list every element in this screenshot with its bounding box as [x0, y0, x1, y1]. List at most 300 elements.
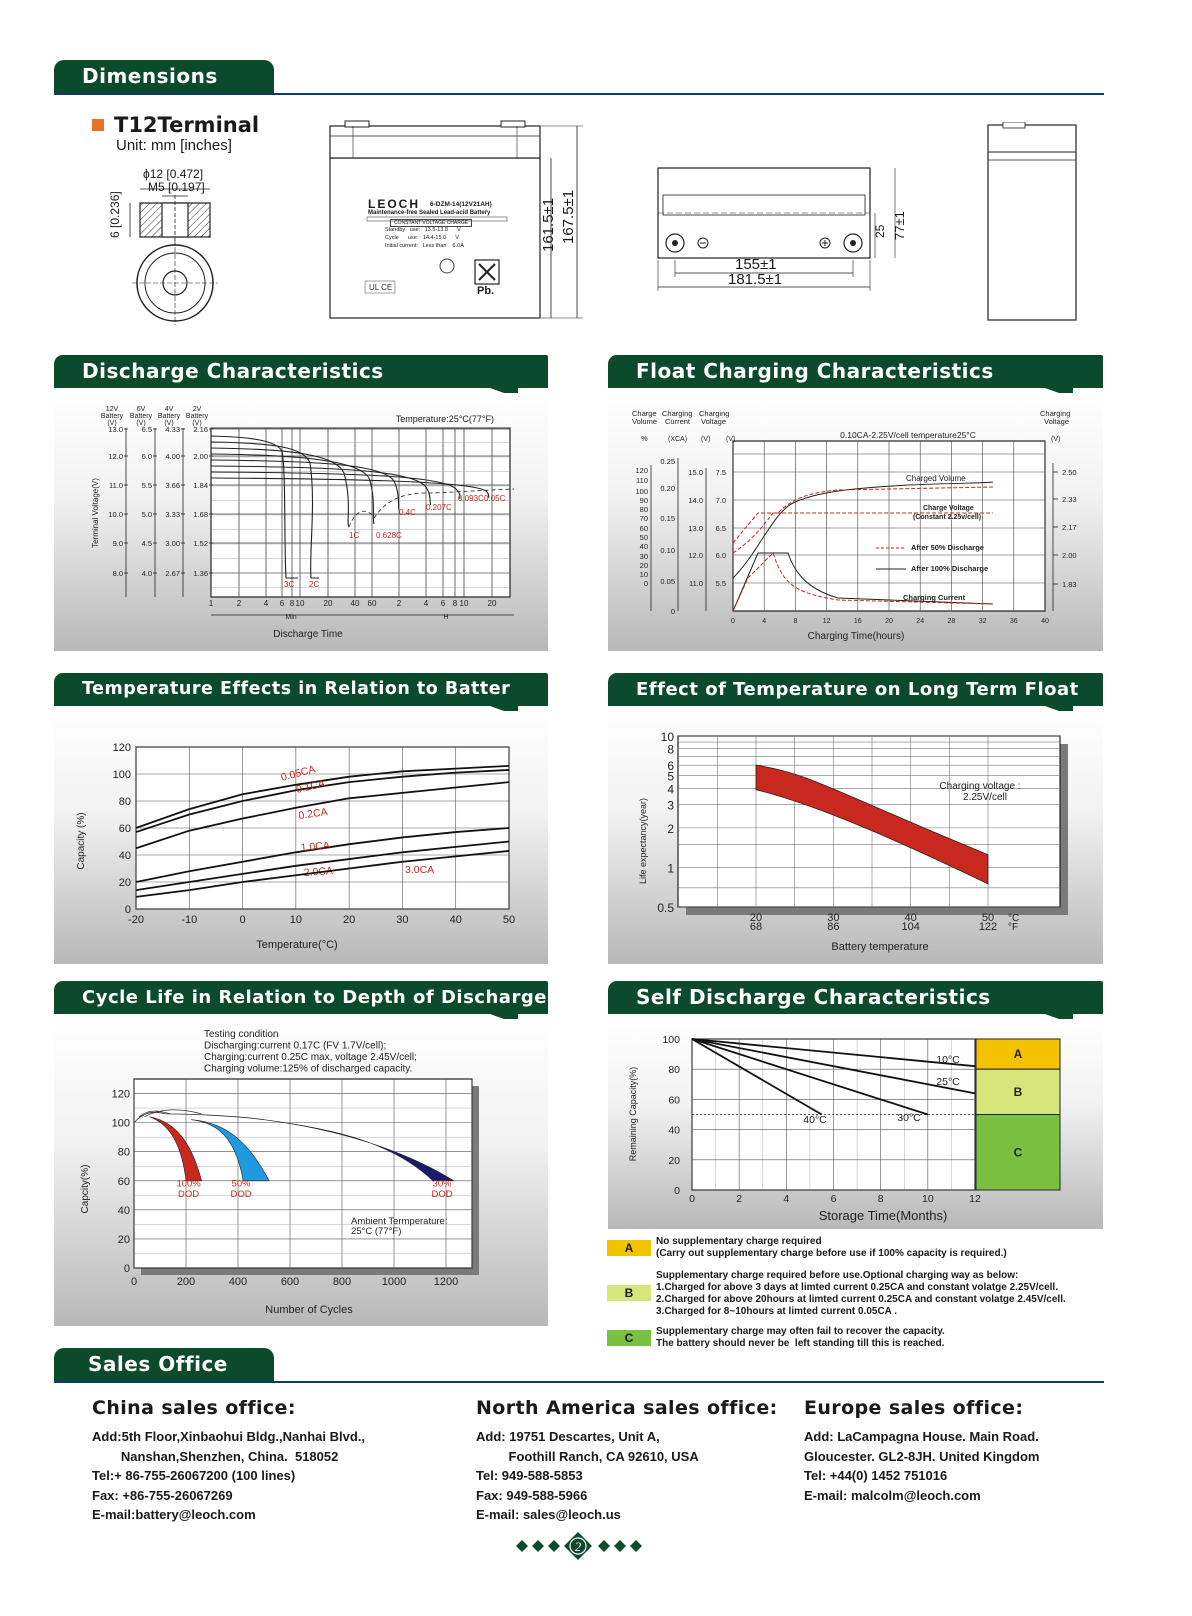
float-current-tick: 0.25 [660, 457, 675, 466]
tc-series-label: 1.0CA [300, 839, 331, 854]
discharge-plot-area [211, 428, 510, 597]
float-voltage-tick: 7.0 [715, 496, 726, 505]
fl-x-tick-c: 50 [981, 912, 995, 924]
discharge-x-tick: 2 [396, 599, 402, 608]
tc-x-tick: 50 [502, 914, 516, 926]
fl-unit-f: °F [1008, 922, 1019, 933]
discharge-series-label: 2C [309, 580, 320, 589]
cl-x-tick: 1200 [433, 1276, 459, 1288]
float-chart [608, 393, 1103, 651]
fl-y-tick: 2 [667, 821, 674, 836]
office-na-line: Tel: 949-588-5853 [476, 1468, 583, 1483]
discharge-tick-label: 8.0 [112, 569, 123, 578]
fl-annotation: Charging voltage : [939, 781, 1021, 792]
office-china-line: Tel:+ 86-755-26067200 (100 lines) [92, 1468, 296, 1483]
float-x-tick: 16 [853, 618, 862, 625]
office-china-line: Nanshan,Shenzhen, China. 518052 [92, 1448, 339, 1464]
discharge-unit-h: H [443, 614, 449, 621]
tc-series-label: 2.0CA [303, 864, 334, 879]
discharge-axis-header: Battery [129, 413, 153, 420]
float-header-current: Charging [662, 409, 693, 418]
float-label-current: Charging Current [903, 593, 966, 602]
float-header-right: Charging [1040, 409, 1071, 418]
float-voltage-tick: 7.5 [715, 468, 726, 477]
note-c-badge: C [607, 1330, 651, 1346]
self-discharge-header: Self Discharge Characteristics [608, 981, 1103, 1014]
discharge-axis-header: 12V [105, 406, 119, 413]
discharge-tick-label: 6.5 [141, 425, 152, 434]
page-number: 2 [574, 1539, 582, 1554]
cl-y-tick: 0 [123, 1263, 130, 1275]
discharge-header: Discharge Characteristics [54, 355, 548, 388]
fl-xlabel: Battery temperature [831, 941, 929, 953]
cl-xlabel: Number of Cycles [265, 1304, 353, 1316]
cl-x-tick: 600 [280, 1276, 300, 1288]
tc-x-tick: -20 [128, 914, 144, 926]
fl-y-tick: 4 [667, 782, 674, 797]
discharge-panel [54, 393, 548, 651]
discharge-tick-label: 12.0 [108, 452, 123, 461]
sd-y-tick: 60 [668, 1094, 680, 1107]
discharge-tick-label: 13.0 [108, 425, 123, 434]
discharge-chart [54, 393, 548, 651]
terminal-height-label: 6 [0.236] [108, 191, 122, 238]
office-china [92, 1397, 365, 1525]
sd-zone-label: A [1013, 1047, 1023, 1062]
cl-y-tick: 100 [111, 1117, 130, 1130]
cl-testing-condition: Charging:current 0.25C max, voltage 2.45V/cell; [204, 1052, 417, 1063]
discharge-tick-label: 10.0 [108, 510, 123, 519]
note-b-badge: B [607, 1285, 651, 1301]
discharge-series-label: 0.628C [376, 531, 402, 540]
discharge-tick-label: 1.68 [193, 510, 208, 519]
fl-y-tick: 10 [660, 730, 674, 744]
discharge-x-tick: 8 [452, 599, 458, 608]
discharge-x-tick: 20 [487, 599, 497, 608]
float-volume-tick: 50 [639, 533, 648, 542]
discharge-axis-header: (V) [107, 420, 117, 427]
sd-y-tick: 40 [668, 1124, 680, 1137]
cl-annotation: Ambient Termperature: [351, 1216, 448, 1227]
float-x-tick: 0 [731, 618, 735, 625]
cl-x-tick: 400 [228, 1276, 248, 1288]
cl-x-tick: 200 [176, 1276, 196, 1288]
fl-y-tick: 0.5 [657, 901, 674, 915]
discharge-series-label: 0.093C [458, 494, 484, 503]
diamond-icon [516, 1540, 528, 1552]
float-life-panel [608, 711, 1103, 964]
cl-x-tick: 0 [130, 1276, 138, 1288]
tc-y-tick: 80 [118, 796, 131, 808]
cl-y-tick: 120 [111, 1088, 130, 1101]
tc-x-tick: 10 [289, 914, 302, 926]
float-label-volume: Charged Volume [906, 474, 966, 483]
sales-rule [54, 1381, 1104, 1383]
discharge-x-tick: 10 [459, 599, 469, 608]
discharge-tick-label: 3.66 [165, 481, 180, 490]
tc-x-tick: 40 [449, 914, 462, 926]
discharge-tick-label: 2.00 [193, 452, 208, 461]
discharge-unit-min: Min [285, 614, 297, 621]
cl-annotation: 25°C (77°F) [351, 1226, 402, 1237]
cl-dod-label: DOD [431, 1188, 453, 1200]
discharge-tick-label: 4.00 [165, 452, 180, 461]
float-header-voltage: (V) [726, 436, 736, 443]
cl-y-tick: 60 [117, 1175, 130, 1188]
float-header-voltage: Voltage [701, 417, 727, 426]
float-volume-tick: 100 [635, 487, 648, 496]
float-legend-100: After 100% Discharge [911, 564, 989, 573]
note-a-text: No supplementary charge required (Carry out supplementary charge before use if 100% capacity is required.) [656, 1236, 1007, 1259]
office-na-line: Fax: 949-588-5966 [476, 1487, 588, 1503]
tc-y-tick: 100 [112, 769, 131, 781]
note-b-text: Supplementary charge required before use.Optional charging way as below: 1.Charged for above 3 days at limted current 0.25CA and constant volatge 2.25V/cell. 2.Charged for above 20hours at limted current 0.25CA and constant volatge 2.45V/cell. 3.Charged for 8~10hours at limted current 0.05CA . [656, 1270, 1066, 1317]
discharge-axis-header: 2V [192, 406, 202, 413]
label-row-1: Standby use: 13.5-13.8 V [385, 227, 461, 233]
tc-y-tick: 40 [118, 850, 131, 862]
float-volume-tick: 60 [639, 524, 648, 533]
discharge-series-label: 0.207C [426, 503, 452, 512]
float-x-tick: 40 [1041, 618, 1049, 625]
tc-series-label: 0.05CA [279, 763, 317, 784]
discharge-tick-label: 4.33 [165, 425, 180, 434]
fl-x-tick-f: 104 [901, 921, 920, 933]
temp-capacity-header: Temperature Effects in Relation to Batter [54, 673, 548, 706]
sd-zone-label: C [1013, 1145, 1023, 1160]
float-panel [608, 393, 1103, 651]
float-current-tick: 0.05 [660, 577, 675, 586]
float-volume-tick: 40 [639, 542, 648, 551]
office-china-title: China sales office: [92, 1397, 296, 1419]
fl-x-tick-f: 86 [827, 921, 840, 933]
office-na-line: Add: 19751 Descartes, Unit A, [476, 1429, 660, 1444]
label-row-3: Initial current: Less than 6.0A [385, 243, 464, 249]
office-na-title: North America sales office: [476, 1397, 778, 1419]
float-current-tick: 0.10 [660, 546, 675, 555]
cl-dod-label: DOD [230, 1188, 252, 1200]
float-x-tick: 12 [822, 618, 831, 625]
discharge-tick-label: 3.00 [165, 539, 180, 548]
tc-ylabel: Capacity (%) [76, 812, 87, 870]
cl-testing-condition: Testing condition [204, 1029, 279, 1040]
discharge-x-tick: 20 [323, 599, 333, 608]
fl-y-tick: 8 [667, 742, 674, 757]
float-volume-tick: 0 [643, 579, 648, 588]
diamond-icon [614, 1540, 626, 1552]
discharge-x-tick: 4 [263, 599, 269, 608]
float-voltage2-tick: 12.0 [688, 551, 703, 560]
float-voltage2-tick: 15.0 [688, 468, 703, 477]
float-header-volume: Volume [632, 417, 658, 426]
float-x-tick: 24 [916, 618, 925, 625]
tc-x-tick: 0 [239, 914, 246, 926]
fl-y-tick: 1 [667, 861, 674, 876]
tc-x-tick: -10 [181, 914, 198, 926]
float-life-header: Effect of Temperature on Long Term Float [608, 673, 1103, 706]
label-model: 6-DZM-14(12V21AH) [430, 201, 492, 208]
diamond-icon [548, 1540, 560, 1552]
float-right-label: 2.17 [1062, 523, 1077, 532]
tc-x-tick: 30 [396, 914, 409, 926]
discharge-ylabel: Terminal Voltage(V) [91, 478, 100, 548]
discharge-x-tick: 6 [440, 599, 446, 608]
float-right-label: 2.33 [1062, 495, 1077, 504]
dimensions-header: Dimensions [54, 60, 274, 93]
tc-y-tick: 60 [118, 823, 131, 835]
float-voltage-tick: 6.0 [715, 551, 726, 560]
sales-header: Sales Office [54, 1348, 274, 1381]
discharge-x-tick: 60 [367, 599, 377, 608]
discharge-axis-header: (V) [164, 420, 174, 427]
self-discharge-chart [608, 1019, 1103, 1229]
discharge-axis-header: Battery [100, 413, 124, 420]
discharge-axis-header: (V) [136, 420, 146, 427]
fl-x-tick-c: 30 [827, 912, 840, 924]
terminal-title: T12Terminal [114, 113, 260, 137]
office-europe-email[interactable]: E-mail: malcolm@leoch.com [804, 1487, 981, 1503]
sd-series-label: 25°C [936, 1076, 960, 1088]
sd-series-label: 10°C [936, 1054, 960, 1066]
float-volume-tick: 70 [639, 514, 648, 523]
float-voltage-tick: 5.5 [715, 579, 726, 588]
tc-series-label: 0.2CA [297, 806, 329, 822]
fl-y-tick: 6 [667, 759, 674, 774]
diamond-icon [532, 1540, 544, 1552]
side-a-label: 25 [873, 224, 887, 238]
float-x-tick: 32 [978, 618, 987, 625]
discharge-axis-header: 4V [164, 406, 174, 413]
float-voltage2-tick: 14.0 [688, 496, 703, 505]
discharge-x-tick: 10 [295, 599, 305, 608]
diamond-icon [630, 1540, 642, 1552]
discharge-tick-label: 9.0 [112, 539, 123, 548]
bullet-icon [92, 119, 104, 131]
float-x-tick: 20 [885, 618, 893, 625]
label-brand: LEOCH [368, 197, 420, 211]
discharge-x-tick: 4 [423, 599, 429, 608]
office-na-email[interactable]: E-mail: sales@leoch.us [476, 1507, 621, 1522]
discharge-series-label: 3C [284, 580, 295, 589]
float-header-volume: Charge [632, 409, 657, 418]
cl-testing-condition: Discharging:current 0.17C (FV 1.7V/cell); [204, 1040, 387, 1052]
note-a-badge: A [607, 1240, 651, 1256]
sd-xlabel: Storage Time(Months) [818, 1208, 948, 1223]
float-x-tick: 4 [762, 618, 767, 625]
note-c-text: Supplementary charge may often fail to recover the capacity. The battery should never be left standing till this is reached. [656, 1326, 945, 1349]
cl-dod-label: 100% [176, 1178, 201, 1190]
tc-y-tick: 0 [124, 904, 131, 916]
temp-capacity-panel [54, 711, 548, 964]
discharge-x-tick: 40 [350, 599, 360, 608]
discharge-tick-label: 11.0 [108, 481, 123, 490]
side-b-label: 77±1 [892, 211, 907, 240]
label-type: Maintenance-free Sealed Lead-acid Battery [368, 210, 491, 216]
svg-text:UL CE: UL CE [369, 283, 393, 292]
unit-label: Unit: mm [inches] [116, 137, 232, 154]
office-europe [804, 1397, 1039, 1505]
cl-x-tick: 800 [332, 1276, 352, 1288]
float-header-current: (XCA) [668, 436, 688, 443]
float-volume-tick: 30 [639, 552, 648, 561]
float-right-label: 2.00 [1062, 551, 1077, 560]
float-current-tick: 0 [670, 607, 675, 616]
terminal-thread-label: M5 [0.197] [148, 180, 205, 194]
discharge-tick-label: 4.5 [141, 539, 152, 548]
sd-x-tick: 12 [969, 1193, 981, 1205]
float-x-tick: 28 [947, 618, 956, 625]
float-xlabel: Charging Time(hours) [807, 631, 905, 642]
sd-x-tick: 2 [736, 1193, 743, 1205]
cycle-life-chart [54, 1019, 548, 1326]
discharge-x-tick: 8 [289, 599, 295, 608]
battery-side-drawing [985, 122, 1080, 322]
float-volume-tick: 10 [639, 570, 648, 579]
fl-ylabel: Life expectancy(year) [638, 797, 648, 885]
float-header-voltage: Charging [699, 409, 730, 418]
float-header-right: Voltage [1044, 417, 1070, 426]
discharge-title: Temperature:25°C(77°F) [395, 414, 494, 424]
discharge-x-tick: 2 [236, 599, 242, 608]
sd-y-tick: 80 [668, 1064, 680, 1077]
discharge-x-tick: 1 [208, 599, 214, 608]
float-header: Float Charging Characteristics [608, 355, 1103, 388]
float-header-right: (V) [1051, 436, 1061, 443]
discharge-tick-label: 1.36 [193, 569, 208, 578]
discharge-series-label: 1C [349, 531, 360, 540]
office-europe-line: Gloucester. GL2-8JH. United Kingdom [804, 1448, 1040, 1464]
office-north-america [476, 1397, 778, 1525]
fl-y-tick: 5 [667, 769, 674, 784]
float-title: 0.10CA-2.25V/cell temperature25°C [840, 430, 976, 440]
float-current-tick: 0.15 [660, 514, 675, 523]
temp-capacity-chart [54, 711, 548, 964]
float-volume-tick: 90 [639, 496, 648, 505]
cycle-life-header: Cycle Life in Relation to Depth of Discharge [54, 981, 548, 1014]
terminal-diameter-label: ϕ12 [0.472] [143, 167, 204, 181]
tc-series-label: 3.0CA [405, 864, 435, 876]
fl-x-tick-f: 68 [749, 921, 763, 933]
float-volume-tick: 120 [635, 466, 648, 475]
sd-series-label: 40°C [803, 1114, 827, 1126]
discharge-tick-label: 1.84 [193, 481, 208, 490]
discharge-axis-header: 6V [136, 406, 146, 413]
discharge-tick-label: 2.16 [193, 425, 208, 434]
height-1-label: 161.5±1 [540, 197, 557, 252]
fl-y-tick: 3 [667, 798, 674, 813]
discharge-tick-label: 1.52 [193, 539, 208, 548]
sd-x-tick: 6 [830, 1193, 837, 1205]
sd-zone-label: B [1013, 1084, 1023, 1099]
tc-xlabel: Temperature(°C) [256, 939, 338, 951]
office-na-line: Foothill Ranch, CA 92610, USA [476, 1448, 699, 1464]
page-footer [510, 1530, 650, 1566]
discharge-tick-label: 6.0 [141, 452, 152, 461]
cl-y-tick: 80 [117, 1146, 130, 1159]
tc-y-tick: 20 [118, 877, 131, 889]
sd-ylabel: Remaining Capacity(%) [628, 1066, 638, 1162]
float-legend-50: After 50% Discharge [911, 543, 984, 552]
length-1-label: 155±1 [735, 256, 777, 273]
tc-y-tick: 120 [112, 742, 131, 754]
diamond-icon [598, 1540, 610, 1552]
cycle-life-panel [54, 1019, 548, 1326]
fl-x-tick-c: 40 [904, 912, 917, 924]
cl-dod-label: 30% [432, 1178, 452, 1190]
sd-x-tick: 0 [689, 1193, 695, 1205]
tc-x-tick: 20 [343, 914, 356, 926]
float-voltage2-tick: 11.0 [688, 579, 703, 588]
fl-x-tick-c: 20 [749, 912, 763, 924]
discharge-axis-header: Battery [185, 413, 209, 420]
length-2-label: 181.5±1 [728, 271, 783, 288]
sd-y-tick: 100 [662, 1034, 680, 1046]
discharge-xlabel: Discharge Time [273, 629, 343, 640]
sd-x-tick: 8 [877, 1193, 884, 1205]
float-label-voltage: Charge Voltage [923, 505, 974, 512]
float-voltage-tick: 6.5 [715, 524, 726, 533]
discharge-axis-header: Battery [157, 413, 181, 420]
float-header-current: Current [665, 417, 691, 426]
float-label-voltage: (Constant 2.25v/cell) [913, 514, 982, 521]
float-right-label: 2.50 [1062, 468, 1077, 477]
fl-x-tick-f: 122 [978, 921, 998, 933]
float-volume-tick: 110 [636, 476, 648, 485]
label-row-2: Cycle use: 14.4-15.0 V [385, 235, 459, 241]
cl-ylabel: Capcity(%) [80, 1164, 91, 1214]
fl-unit-c: °C [1008, 913, 1020, 924]
self-discharge-panel [608, 1019, 1103, 1229]
label-cv: CONSTANT VOLTAGE CHARGE [390, 219, 472, 227]
label-pb: Pb. [477, 285, 495, 297]
office-europe-title: Europe sales office: [804, 1397, 1024, 1419]
sd-y-tick: 20 [668, 1154, 680, 1167]
float-volume-tick: 20 [639, 561, 648, 570]
discharge-series-label: 0.05C [484, 494, 506, 503]
discharge-tick-label: 4.0 [141, 569, 152, 578]
discharge-tick-label: 2.67 [165, 569, 180, 578]
office-china-line: Fax: +86-755-26067269 [92, 1487, 233, 1503]
tc-series-label: 0.1CA [294, 777, 327, 796]
float-x-tick: 8 [793, 618, 798, 625]
cl-x-tick: 1000 [381, 1276, 407, 1288]
cl-y-tick: 40 [117, 1204, 130, 1217]
discharge-tick-label: 3.33 [165, 510, 180, 519]
office-europe-line: Tel: +44(0) 1452 751016 [804, 1468, 948, 1483]
dimensions-rule [54, 93, 1104, 95]
discharge-tick-label: 5.5 [141, 481, 152, 490]
float-voltage2-tick: 13.0 [688, 524, 703, 533]
sd-x-tick: 10 [921, 1193, 934, 1205]
discharge-series-label: 0.4C [399, 508, 416, 517]
cl-y-tick: 20 [117, 1233, 130, 1246]
float-life-chart [608, 711, 1103, 964]
discharge-tick-label: 5.0 [141, 510, 152, 519]
cl-dod-label: DOD [178, 1188, 200, 1200]
office-china-email[interactable]: E-mail:battery@leoch.com [92, 1507, 256, 1522]
office-europe-line: Add: LaCampagna House. Main Road. [804, 1429, 1039, 1444]
sd-series-label: 30°C [897, 1112, 921, 1124]
float-right-label: 1.83 [1062, 580, 1077, 589]
height-2-label: 167.5±1 [560, 189, 577, 244]
sd-y-tick: 0 [674, 1185, 680, 1197]
discharge-axis-header: (V) [192, 420, 202, 427]
float-header-volume: % [641, 434, 648, 443]
discharge-x-tick: 6 [279, 599, 285, 608]
float-header-voltage: (V) [701, 436, 711, 443]
fl-annotation: 2.25V/cell [963, 792, 1007, 803]
float-x-tick: 36 [1009, 618, 1018, 625]
cl-dod-label: 50% [231, 1178, 251, 1190]
